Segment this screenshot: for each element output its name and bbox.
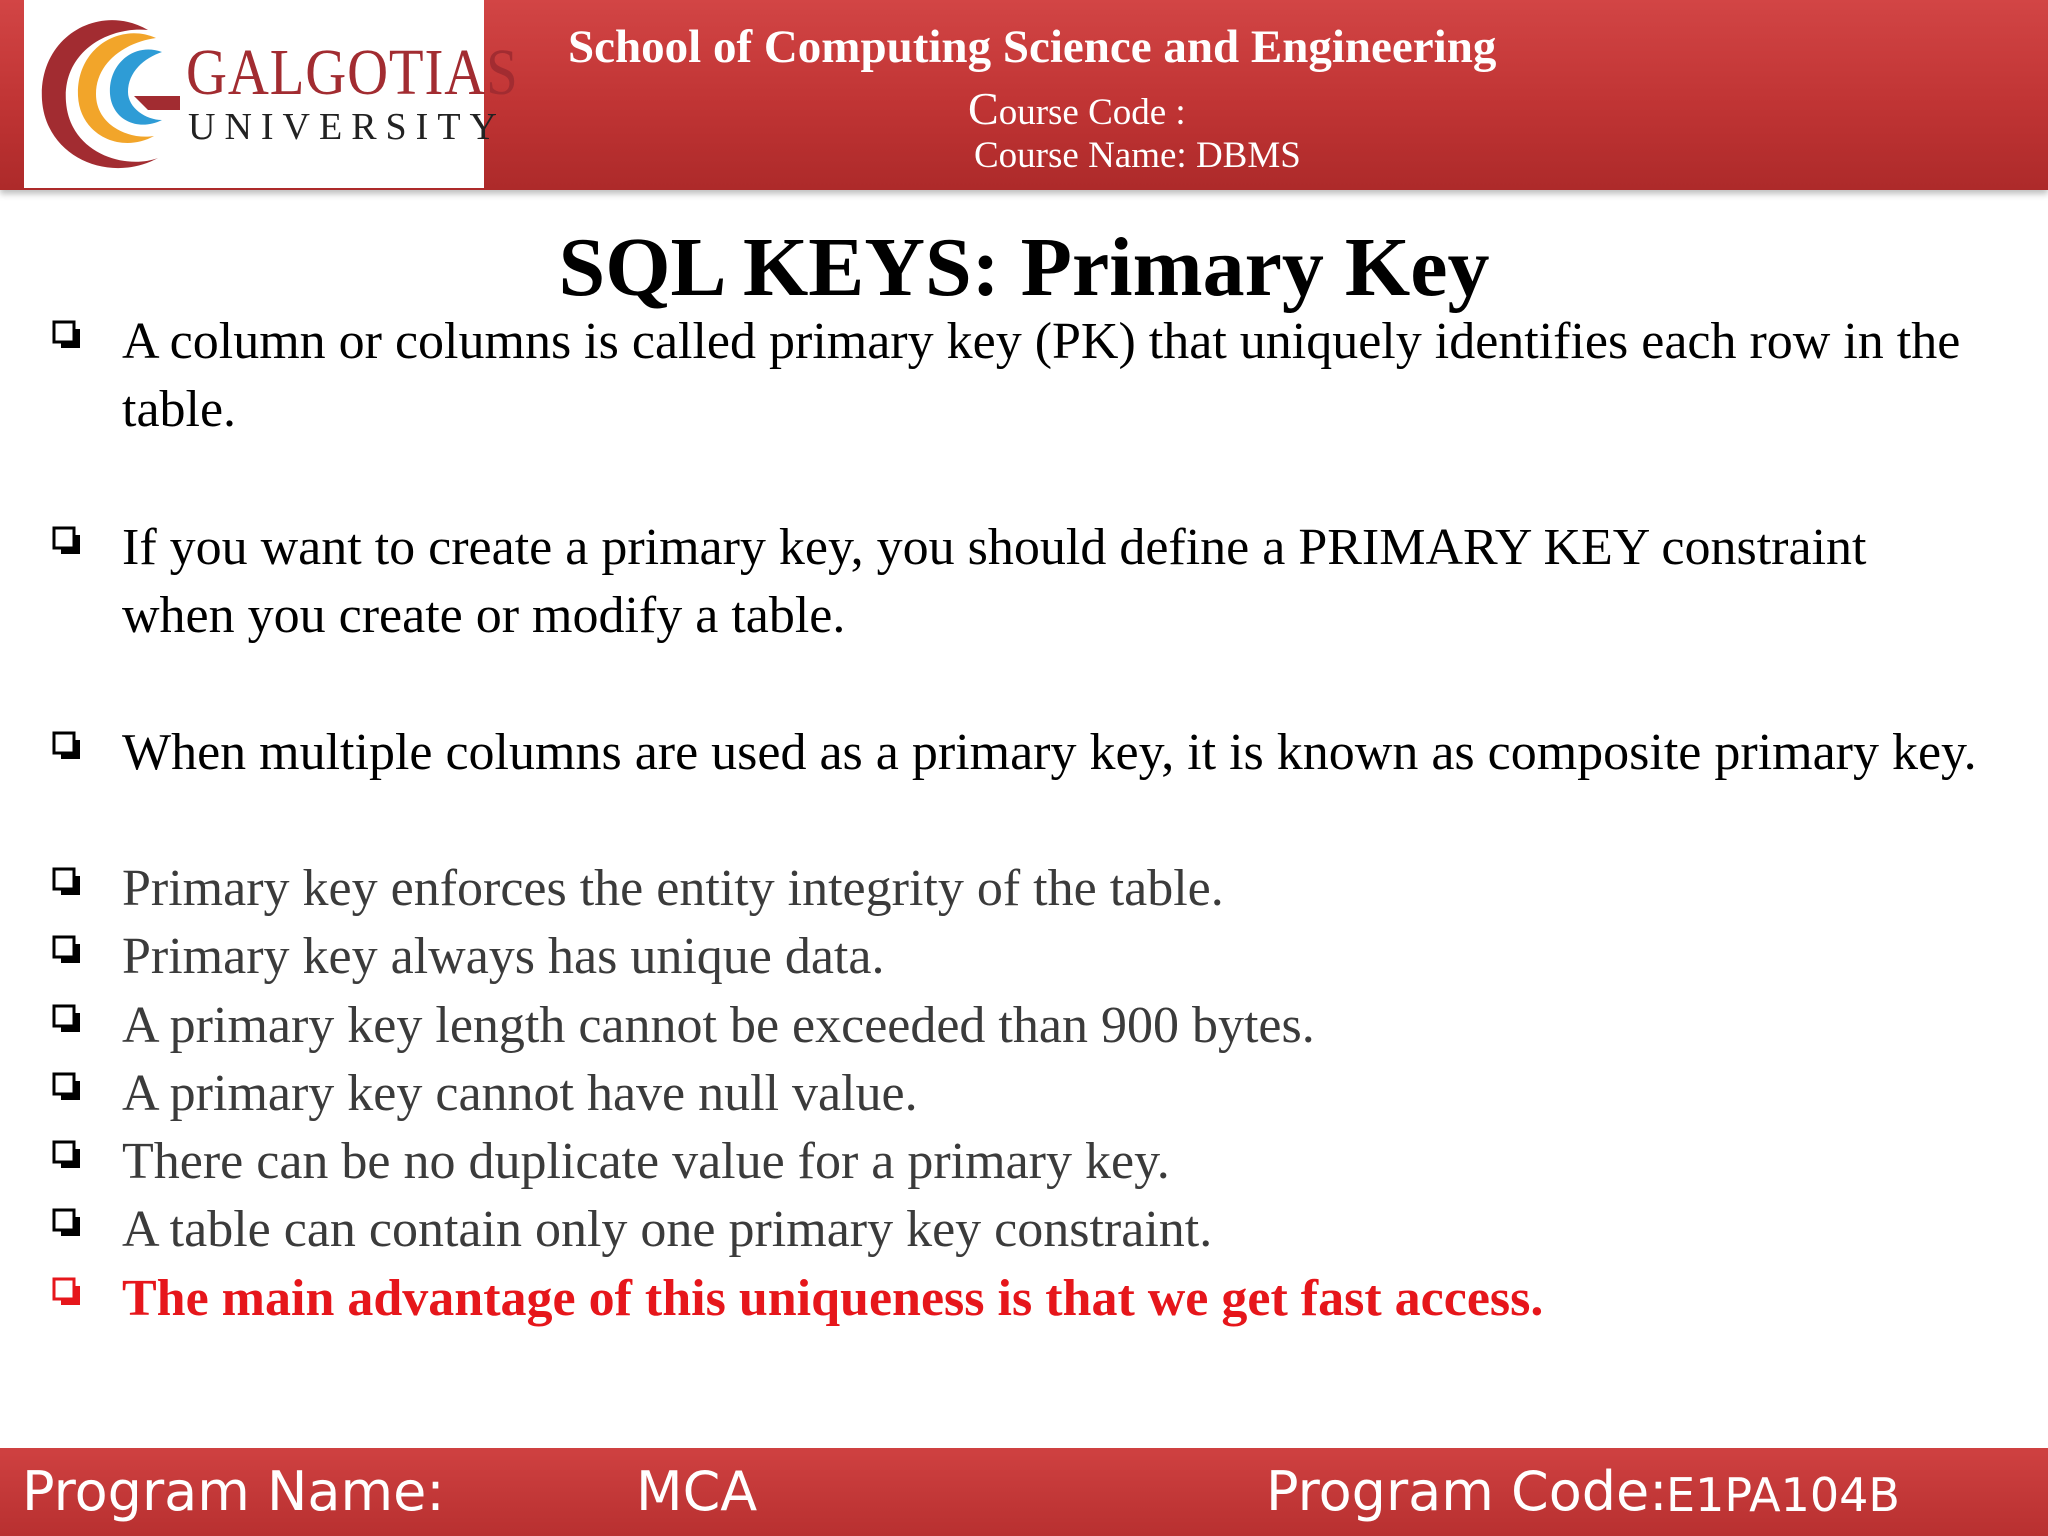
university-logo: [24, 0, 519, 188]
checkbox-bullet-icon: [52, 731, 82, 761]
checkbox-bullet-icon: [52, 867, 82, 897]
bullet-text: A primary key cannot have null value.: [122, 1065, 918, 1122]
program-code-value: E1PA104B: [1666, 1468, 1900, 1522]
checkbox-bullet-icon: [52, 526, 82, 556]
checkbox-bullet-icon: [52, 1072, 82, 1102]
logo-name: GALGOTIAS: [186, 36, 519, 109]
course-name: Course Name: DBMS: [974, 135, 1301, 176]
slide-title: SQL KEYS: Primary Key: [558, 221, 1490, 314]
bullet-text: There can be no duplicate value for a primary key.: [122, 1133, 1170, 1190]
bullet-text: When multiple columns are used as a primary key, it is known as composite primary key.: [122, 724, 1977, 781]
slide-header: [0, 0, 2048, 190]
program-name-value: MCA: [636, 1460, 758, 1523]
checkbox-bullet-icon: [52, 1140, 82, 1170]
checkbox-bullet-icon: [52, 935, 82, 965]
checkbox-bullet-icon: [52, 1208, 82, 1238]
checkbox-bullet-icon: [52, 1004, 82, 1034]
bullet-text: Primary key always has unique data.: [122, 928, 885, 985]
checkbox-bullet-icon: [52, 320, 82, 350]
bullet-text: A table can contain only one primary key constraint.: [122, 1201, 1213, 1258]
checkbox-bullet-icon: [52, 1277, 82, 1307]
course-code-label: ourse Code :: [998, 92, 1186, 133]
course-code: [968, 82, 1186, 135]
logo-subtitle: UNIVERSITY: [188, 106, 506, 148]
course-code-initial: C: [968, 83, 999, 134]
bullet-text: If you want to create a primary key, you should define a PRIMARY KEY constraint when you create or modify a table.: [122, 519, 1867, 644]
slide-footer: [0, 1448, 2048, 1536]
bullet-text: Primary key enforces the entity integrity of the table.: [122, 860, 1224, 917]
galgotias-logo-icon: [30, 8, 190, 180]
program-code-label: Program Code:: [1266, 1460, 1668, 1523]
bullet-text: A column or columns is called primary key (PK) that uniquely identifies each row in the table.: [122, 313, 1961, 438]
school-title: School of Computing Science and Engineering: [568, 21, 1497, 73]
bullet-text-highlight: The main advantage of this uniqueness is that we get fast access.: [122, 1270, 1544, 1327]
program-name-label: Program Name:: [22, 1460, 445, 1523]
bullet-text: A primary key length cannot be exceeded than 900 bytes.: [122, 997, 1315, 1054]
